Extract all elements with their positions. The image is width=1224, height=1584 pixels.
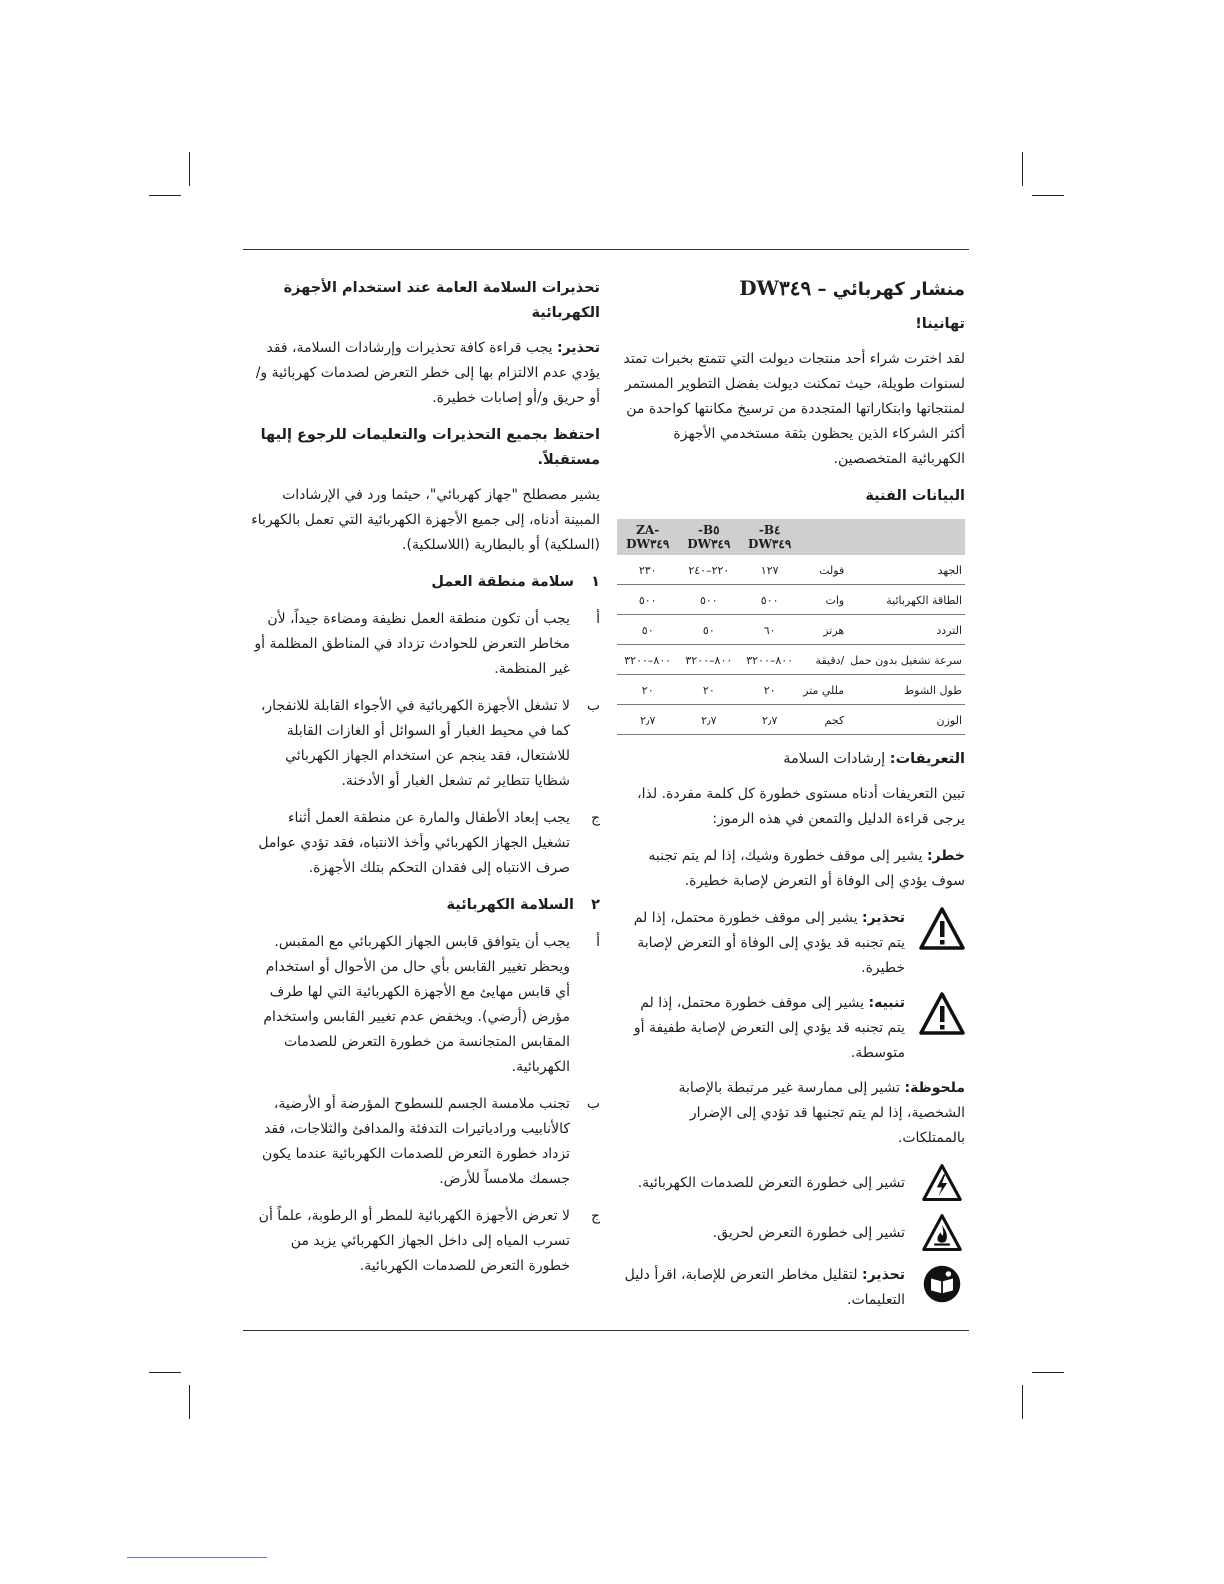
congrats-heading: تهانينا!	[915, 316, 965, 332]
spec-label: الطاقة الكهربائية	[847, 585, 965, 615]
list-item	[248, 1204, 600, 1279]
spec-label: الجهد	[847, 555, 965, 585]
list-item	[248, 607, 600, 682]
item-text: لا تعرض الأجهزة الكهربائية للمطر أو الرطوبة، علماً أن تسرب المياه إلى داخل الجهاز الكهربائي يزيد من خطورة التعرض للصدمات الكهربائية.	[258, 1208, 570, 1274]
general-heading: تحذيرات السلامة العامة عند استخدام الأجهزة الكهربائية	[283, 280, 600, 321]
spec-value: ٢٫٧	[678, 705, 739, 735]
notice-text: تشير إلى ممارسة غير مرتبطة بالإصابة الشخصية، إذا لم يتم تجنبها قد تؤدي إلى الإضرار بالممتلكات.	[678, 1080, 965, 1146]
footer-rule	[243, 1330, 969, 1331]
list-item	[248, 930, 600, 1080]
specs-col-header: B٤-DW٣٤٩	[739, 519, 800, 555]
congrats-body: لقد اخترت شراء أحد منتجات ديولت التي تتمتع بخبرات تمتد لسنوات طويلة، حيث تمكنت ديولت بفضل التطوير المستمر لمنتجاتها وابتكاراتها المتجددة من ترسيخ مكانتها كواحدة من أكثر الشركاء الذين يحظون بثقة مستخدمي الأجهزة الكهربائية المتخصصين.	[623, 351, 965, 467]
section-number: ١	[591, 574, 600, 590]
spec-value: ٥٠٠	[678, 585, 739, 615]
specs-heading: البيانات الفنية	[865, 488, 965, 504]
item-text: يجب أن تكون منطقة العمل نظيفة ومضاءة جيداً، لأن مخاطر التعرض للحوادث تزداد في المناطق المظلمة أو غير المنظمة.	[254, 611, 570, 677]
crop-mark	[1032, 1372, 1064, 1373]
crop-mark	[1032, 195, 1064, 196]
item-text: تجنب ملامسة الجسم للسطوح المؤرضة أو الأرضية، كالأنابيب ورادياتيرات التدفئة والمدافئ والثلاجات، فقد تزداد خطورة التعرض للصدمات الكهربائية عندما يكون جسمك ملامساً للأرض.	[262, 1096, 570, 1187]
shock-text: تشير إلى خطورة التعرض للصدمات الكهربائية.	[637, 1174, 905, 1191]
warning-triangle-icon	[919, 906, 965, 952]
general-warning-text: يجب قراءة كافة تحذيرات وإرشادات السلامة، فقد يؤدي عدم الالتزام بها إلى خطر التعرض لصدمات كهربائية و/أو حريق و/أو إصابات خطيرة.	[255, 340, 600, 406]
spec-value: ٨٠٠–٣٢٠٠	[678, 645, 739, 675]
spec-value: ٢٫٧	[617, 705, 678, 735]
manual-definition	[620, 1263, 965, 1313]
crop-mark	[1022, 1385, 1023, 1419]
definitions-heading	[620, 747, 965, 772]
header-rule	[243, 249, 969, 250]
spec-value: ٨٠٠–٣٢٠٠	[617, 645, 678, 675]
spec-value: ٢٠	[739, 675, 800, 705]
spec-unit: فولت	[800, 555, 847, 585]
section-title: سلامة منطقة العمل	[431, 574, 574, 590]
section-work-area	[248, 570, 600, 595]
warning-label: تحذير:	[862, 910, 905, 926]
spec-value: ٦٠	[739, 615, 800, 645]
crop-mark	[1022, 152, 1023, 186]
right-column	[620, 276, 965, 1323]
item-letter: ج	[590, 810, 600, 826]
item-letter: ب	[586, 1096, 600, 1112]
general-warning-label: تحذير:	[557, 340, 600, 356]
spec-value: ٢٠	[617, 675, 678, 705]
shock-definition	[620, 1163, 965, 1203]
specs-row	[617, 555, 965, 585]
model-number: DW٣٤٩	[739, 276, 812, 300]
item-text: يجب إبعاد الأطفال والمارة عن منطقة العمل أثناء تشغيل الجهاز الكهربائي وأخذ الانتباه، فقد تؤدي عوامل صرف الانتباه إلى فقدان التحكم بتلك الأجهزة.	[258, 810, 570, 876]
item-text: يجب أن يتوافق قابس الجهاز الكهربائي مع المقبس. ويحظر تغيير القابس بأي حال من الأحوال أو استخدام أي قابس مهايئ مع الأجهزة الكهربائية التي لها طرف مؤرض (أرضي). ويخفض عدم تغيير القابس واستخدام المقابس المتجانسة من خطورة التعرض للصدمات الكهربائية.	[263, 934, 570, 1075]
specs-row	[617, 705, 965, 735]
general-warning	[248, 336, 600, 411]
fire-icon	[919, 1213, 965, 1253]
specs-header-blank	[847, 519, 965, 555]
list-item	[248, 806, 600, 881]
item-letter: أ	[596, 934, 600, 950]
page-title	[620, 276, 965, 300]
section-title: السلامة الكهربائية	[446, 897, 574, 913]
danger-label: خطر:	[926, 848, 965, 864]
item-letter: ب	[586, 698, 600, 714]
item-text: لا تشغل الأجهزة الكهربائية في الأجواء القابلة للانفجار، كما في محيط الغبار أو السوائل أو الغازات القابلة للاشتعال، فقد ينجم عن استخدام الجهاز الكهربائي شظايا تتطاير ثم تشعل الغبار أو الأدخنة.	[260, 698, 570, 789]
caution-label: تنبيه:	[868, 995, 905, 1011]
link-underline	[127, 1557, 267, 1558]
item-letter: أ	[596, 611, 600, 627]
spec-unit: مللي متر	[800, 675, 847, 705]
manual-text: لتقليل مخاطر التعرض للإصابة، اقرأ دليل التعليمات.	[624, 1267, 905, 1308]
specs-row	[617, 675, 965, 705]
caution-definition	[620, 991, 965, 1066]
left-column	[248, 276, 600, 1291]
definitions-heading-rest: إرشادات السلامة	[783, 751, 890, 767]
spec-value: ٢٣٠	[617, 555, 678, 585]
title-text: منشار كهربائي –	[817, 279, 965, 300]
spec-label: طول الشوط	[847, 675, 965, 705]
crop-mark	[149, 1372, 181, 1373]
definitions-heading-bold: التعريفات:	[889, 751, 965, 767]
caution-text: يشير إلى موقف خطورة محتمل، إذا لم يتم تجنبه قد يؤدي إلى التعرض لإصابة طفيفة أو متوسطة.	[633, 995, 905, 1061]
spec-value: ٥٠	[678, 615, 739, 645]
section-electrical	[248, 893, 600, 918]
fire-definition	[620, 1213, 965, 1253]
warning-text: يشير إلى موقف خطورة محتمل، إذا لم يتم تجنبه قد يؤدي إلى الوفاة أو التعرض لإصابة خطيرة.	[633, 910, 905, 976]
spec-value: ٢٠	[678, 675, 739, 705]
danger-definition	[620, 844, 965, 894]
spec-value: ٥٠	[617, 615, 678, 645]
caution-triangle-icon	[919, 991, 965, 1037]
specs-row	[617, 585, 965, 615]
specs-col-header: ZA-DW٣٤٩	[617, 519, 678, 555]
danger-text: يشير إلى موقف خطورة وشيك، إذا لم يتم تجنبه سوف يؤدي إلى الوفاة أو التعرض لإصابة خطيرة.	[648, 848, 965, 889]
item-letter: ج	[590, 1208, 600, 1224]
spec-label: التردد	[847, 615, 965, 645]
spec-value: ٥٠٠	[739, 585, 800, 615]
specs-col-header: B٥-DW٣٤٩	[678, 519, 739, 555]
keep-instructions: احتفظ بجميع التحذيرات والتعليمات للرجوع إليها مستقبلاً.	[260, 427, 600, 468]
term-definition: يشير مصطلح "جهاز كهربائي"، حيثما ورد في الإرشادات المبينة أدناه، إلى جميع الأجهزة الكهربائية التي تعمل بالكهرباء (السلكية) أو بالبطارية (اللاسلكية).	[251, 487, 600, 553]
spec-value: ٥٠٠	[617, 585, 678, 615]
fire-text: تشير إلى خطورة التعرض لحريق.	[712, 1224, 905, 1241]
specs-row	[617, 615, 965, 645]
crop-mark	[189, 152, 190, 186]
notice-label: ملحوظة:	[904, 1080, 965, 1096]
warning-definition	[620, 906, 965, 981]
specs-row	[617, 645, 965, 675]
spec-value: ٨٠٠–٣٢٠٠	[739, 645, 800, 675]
list-item	[248, 694, 600, 794]
notice-definition	[620, 1076, 965, 1151]
work-area-items	[248, 607, 600, 881]
crop-mark	[189, 1385, 190, 1419]
manual-label: تحذير:	[862, 1267, 905, 1283]
spec-value: ٢٢٠–٢٤٠	[678, 555, 739, 585]
spec-value: ١٢٧	[739, 555, 800, 585]
spec-label: الوزن	[847, 705, 965, 735]
spec-unit: وات	[800, 585, 847, 615]
electric-shock-icon	[919, 1163, 965, 1203]
crop-mark	[149, 195, 181, 196]
spec-value: ٢٫٧	[739, 705, 800, 735]
spec-unit: هرتز	[800, 615, 847, 645]
electrical-items	[248, 930, 600, 1279]
spec-unit: /دقيقة	[800, 645, 847, 675]
spec-label: سرعة تشغيل بدون حمل	[847, 645, 965, 675]
spec-unit: كجم	[800, 705, 847, 735]
list-item	[248, 1092, 600, 1192]
specs-header-blank-unit	[800, 519, 847, 555]
section-number: ٢	[591, 897, 600, 913]
specs-table	[617, 519, 965, 735]
read-manual-icon	[919, 1263, 965, 1305]
definitions-intro: تبين التعريفات أدناه مستوى خطورة كل كلمة مفردة. لذا، يرجى قراءة الدليل والتمعن في هذه الرموز:	[637, 786, 965, 827]
